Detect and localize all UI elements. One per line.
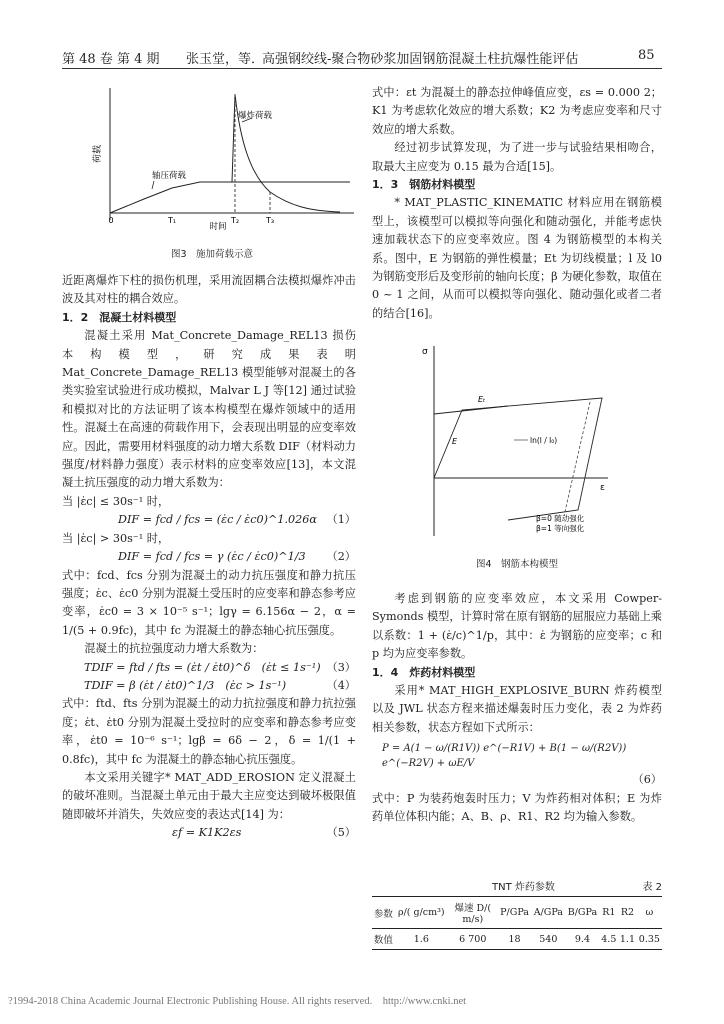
fig3-caption: 图3 施加荷载示意 (170, 249, 254, 260)
figure-3 (92, 82, 360, 230)
table-2-header-cell: R1 (600, 897, 619, 929)
fig3-axial-leader (152, 181, 154, 189)
right-para-1: 式中：εt 为混凝土的静态拉伸峰值应变，εs = 0.000 2；K1 为考虑软化效应的增大系数；K2 为考虑应变率和尺寸效应的增大系数。 (372, 86, 662, 136)
fig3-tick-t1: T₁ (167, 216, 177, 225)
table-2 (372, 878, 662, 950)
fig3-tick-t2: T₂ (230, 216, 240, 225)
fig3-blast-label: 爆炸荷载 (238, 111, 273, 121)
fig3-axial-load-curve (110, 182, 350, 213)
fig4-y-label: σ (422, 347, 428, 357)
table-2-header-cell: 爆速 D/( m/s) (448, 897, 498, 929)
equation-4-number: （4） (326, 678, 356, 692)
fig4-et-label: Eₜ (478, 395, 486, 404)
table-row (372, 929, 662, 950)
fig4-upper-hardening-line (434, 406, 508, 414)
header-title: 高强钢绞线-聚合物砂浆加固钢筋混凝土柱抗爆性能评估 (262, 52, 579, 67)
table-2-header-cell: P/GPa (498, 897, 532, 929)
table-2-cell: 6 700 (448, 929, 498, 950)
table-2-cell: 18 (498, 929, 532, 950)
section-1-4-heading: 1．4 炸药材料模型 (372, 665, 476, 679)
right-para-3: * MAT_PLASTIC_KINEMATIC 材料应用在钢筋模型上，该模型可以模拟等向强化和随动强化，并能考虑快速加载状态下的应变率效应。图 4 为钢筋模型的本构关系。图中，E 为钢筋的弹性模量；Et 为切线模量；l 及 l0 为钢筋变形后及变形前的轴向长度；β 为硬化参数，取值在 0 ~ 1 之间，从而可以模拟等向强化、随动强化或者二者的结合[16]。 (372, 196, 662, 320)
table-2-cell: 1.6 (395, 929, 448, 950)
table-2-header-cell: R2 (618, 897, 637, 929)
right-column-top (372, 84, 662, 323)
fig4-x-label: ε (600, 483, 605, 493)
table-2-header-cell: ρ/( g/cm³) (395, 897, 448, 929)
header-authors: 张玉堂，等． (186, 52, 265, 67)
table-2-header-cell: 参数 (372, 897, 395, 929)
journal-volume: 第 48 卷 第 4 期 (62, 52, 160, 67)
table-2-header-cell: ω (637, 897, 662, 929)
fig4-caption: 图4 钢筋本构模型 (475, 559, 559, 570)
left-para-4: 式中：ftd、fts 分别为混凝土的动力抗拉强度和静力抗拉强度；ε̇t、ε̇t0 分别为混凝土受拉时的应变率和静态参考应变率，ε̇t0 = 10⁻⁶ s⁻¹；lgβ = 6δ − 2，δ = 1/(1 + 0.8fc)，其中 fc 为混凝土的静态轴心抗压强度。 (62, 697, 356, 766)
right-column-bottom (372, 590, 662, 826)
table-2-cell: 0.35 (637, 929, 662, 950)
fig4-hysteresis-outline (434, 398, 602, 520)
left-para-3: 混凝土的抗拉强度动力增大系数为： (84, 642, 264, 656)
table-2-header-row (372, 897, 662, 929)
fig4-ln-label: ln(l / l₀) (530, 436, 558, 445)
equation-5: εf = K1K2εs （5） (62, 824, 356, 842)
fig3-tick-0: 0 (108, 216, 114, 225)
section-1-2-heading: 1．2 混凝土材料模型 (62, 310, 177, 324)
right-para-5: 采用* MAT_HIGH_EXPLOSIVE_BURN 炸药模型以及 JWL 状态方程来描述爆轰时压力变化，表 2 为炸药相关参数，状态方程如下式所示： (372, 684, 662, 734)
fig4-legend-isotropic: β=1 等向强化 (536, 524, 585, 533)
header-rule (62, 68, 662, 69)
equation-5-number: （5） (326, 826, 356, 840)
equation-1: DIF = fcd / fcs = (ε̇c / ε̇c0)^1.026α （1） (62, 511, 356, 529)
table-2-cell: 1.1 (618, 929, 637, 950)
table-2-header-cell: A/GPa (531, 897, 565, 929)
right-para-2: 经过初步试算发现，为了进一步与试验结果相吻合，取最大主应变为 0.15 最为合适[15]。 (372, 141, 662, 173)
equation-1-number: （1） (326, 513, 356, 527)
right-para-6: 式中：P 为装药炮轰时压力；V 为炸药相对体积；E 为炸药单位体积内能；A、B、ρ、R1、R2 均为输入参数。 (372, 791, 662, 824)
equation-6: P = A(1 − ω/(R1V)) e^(−R1V) + B(1 − ω/(R2V)) e^(−R2V) + ωE/V (382, 743, 627, 770)
fig3-y-label: 荷载 (93, 144, 103, 164)
fig4-e-label: E (452, 437, 458, 446)
equation-2: DIF = fcd / fcs = γ (ε̇c / ε̇c0)^1/3 （2） (62, 548, 356, 566)
table-2-cell: 9.4 (565, 929, 599, 950)
table-2-label: 表 2 (642, 882, 662, 893)
left-column (62, 272, 356, 843)
fig3-tick-t3: T₃ (265, 216, 275, 225)
fig4-legend-kinematic: β=0 随动强化 (536, 514, 585, 523)
copyright-footer: ?1994-2018 China Academic Journal Electronic Publishing House. All rights reserved. http://www.cnki.net (8, 996, 467, 1007)
left-para-cont: 近距离爆炸下柱的损伤机理，采用流固耦合法模拟爆炸冲击波及其对柱的耦合效应。 (62, 274, 356, 306)
equation-6-number: （6） (632, 773, 662, 787)
fig4-unload-kinematic (578, 398, 602, 510)
equation-3-number: （3） (326, 660, 356, 674)
table-2-cell: 540 (531, 929, 565, 950)
table-2-grid (372, 896, 662, 950)
left-para-1: 混凝土采用 Mat_Concrete_Damage_REL13 损伤本构模型，研究成果表明 Mat_Concrete_Damage_REL13 模型能够对混凝土的各类实验室试验进行成功模拟，Malvar L J 等[12] 通过试验和模拟对比的方法证明了该本构模型在爆炸领域中的适用性。混凝土在高速的荷载作用下，会表现出明显的应变率效应。因此，需要用材料强度的动力增大系数 DIF（材料动力强度/材料静力强度）表示材料的应变率效应[13]，本文混凝土抗压强度的动力增大系数为： (62, 329, 356, 490)
equation-4: TDIF = β (ε̇t / ε̇t0)^1/3 (ε̇c > 1s⁻¹) （4） (62, 677, 356, 695)
condition-1: 当 |ε̇c| ≤ 30s⁻¹ 时， (62, 494, 170, 508)
figure-4 (418, 340, 612, 542)
equation-2-number: （2） (326, 550, 356, 564)
fig3-x-label: 时间 (209, 222, 227, 230)
section-1-3-heading: 1．3 钢筋材料模型 (372, 178, 476, 192)
condition-2: 当 |ε̇c| > 30s⁻¹ 时， (62, 531, 170, 545)
fig4-unload-isotropic (564, 402, 590, 516)
fig3-axial-label: 轴压荷载 (152, 171, 187, 181)
table-2-cell: 数值 (372, 929, 395, 950)
left-para-2: 式中：fcd、fcs 分别为混凝土的动力抗压强度和静力抗压强度；ε̇c、ε̇c0 分别为混凝土受压时的应变率和静态参考应变率，ε̇c0 = 3 × 10⁻⁵ s⁻¹；lgγ = 6.156α − 2，α = 1/(5 + 0.9fc)，其中 fc 为混凝土的静态轴心抗压强度。 (62, 568, 356, 637)
left-para-5: 本文采用关键字* MAT_ADD_EROSION 定义混凝土的破坏准则。当混凝土单元由于最大主应变达到破坏极限值随即破坏并消失，失效应变的表达式[14] 为： (62, 770, 356, 821)
table-2-title: TNT 炸药参数 (492, 882, 555, 893)
right-para-4: 考虑到钢筋的应变率效应，本文采用 Cowper-Symonds 模型，计算时常在原有钢筋的屈服应力基础上乘以系数：1 + (ε̇/c)^1/p，其中：ε̇ 为钢筋的应变率；c 和 p 均为应变率参数。 (372, 592, 662, 661)
page-number: 85 (638, 48, 655, 63)
table-2-header-cell: B/GPa (565, 897, 599, 929)
table-2-cell: 4.5 (600, 929, 619, 950)
equation-3: TDIF = ftd / fts = (ε̇t / ε̇t0)^δ (ε̇t ≤ 1s⁻¹) （3） (62, 659, 356, 677)
